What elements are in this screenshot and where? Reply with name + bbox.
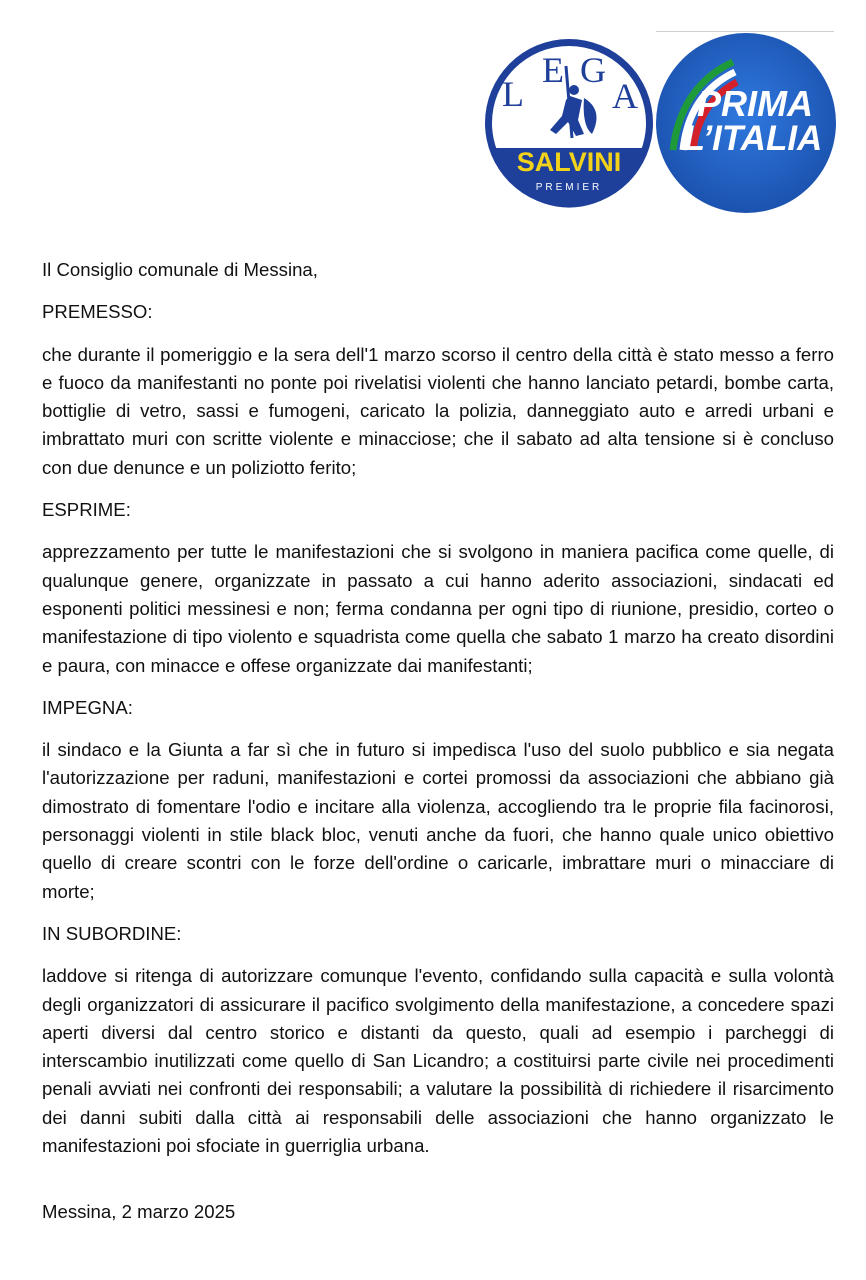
section-text: il sindaco e la Giunta a far sì che in futuro si impedisca l'uso del suolo pubblico e sia negata l'autorizzazione per raduni, manifestazioni e cortei promossi da associazioni che abbiano già dimostrato di fomentare l'odio e incitare alla violenza, accogliendo tra le proprie fila facinorosi, personaggi violenti in stile black bloc, venuti anche da fuori, che hanno quale unico obiettivo quello di creare scontri con le forze dell'ordine o caricarle, imbrattare muri o minacciare di morte; <box>42 739 834 902</box>
prima-line2: L’ITALIA <box>683 119 823 158</box>
section-heading: IN SUBORDINE: <box>42 922 182 944</box>
lega-salvini-logo <box>484 38 654 208</box>
document-body <box>42 256 834 1174</box>
lega-a: A <box>612 76 638 116</box>
prima-line1: PRIMA <box>697 83 813 124</box>
opening-line: Il Consiglio comunale di Messina, <box>42 259 318 280</box>
prima-italia-logo <box>655 32 837 214</box>
section-heading: ESPRIME: <box>42 499 131 521</box>
section-heading: IMPEGNA: <box>42 696 133 718</box>
lega-name: SALVINI <box>516 147 622 177</box>
lega-l: L <box>502 74 523 114</box>
section-text: che durante il pomeriggio e la sera dell'1 marzo scorso il centro della città è stato messo a ferro e fuoco da manifestanti no ponte poi rivelatisi violenti che hanno lanciato petardi, bombe carta, bottiglie di vetro, sassi e fumogeni, caricato la polizia, danneggiato auto e arredi urbani e imbrattato muri con scritte violente e minacciose; che il sabato ad alta tensione si è concluso con due denunce e un poliziotto ferito; <box>42 343 834 478</box>
section-text: apprezzamento per tutte le manifestazioni che si svolgono in maniera pacifica come quelle, di qualunque genere, organizzate in passato a cui hanno aderito associazioni, sindacati ed esponenti politici messinesi e non; ferma condanna per ogni tipo di riunione, presidio, corteo o manifestazione di tipo violento e squadrista come quella che sabato 1 marzo ha creato disordini e paura, con minacce e offese organizzate dai manifestanti; <box>42 541 834 676</box>
lega-sub: PREMIER <box>535 182 603 193</box>
section-text: laddove si ritenga di autorizzare comunque l'evento, confidando sulla capacità e sulla volontà degli organizzatori di assicurare il pacifico svolgimento della manifestazione, a concedere spazi aperti diversi dal centro storico e distanti da questo, quali ad esempio i parcheggi di interscambio inutilizzati come quello di San Licandro; a costituirsi parte civile nei procedimenti penali avviati nei confronti dei responsabili; a valutare la possibilità di richiedere il risarcimento dei danni subiti dalla città ai responsabili delle associazioni che hanno organizzato le manifestazioni poi sfociate in guerriglia urbana. <box>42 965 834 1157</box>
signature-date: Messina, 2 marzo 2025 <box>42 1201 236 1222</box>
lega-e: E <box>542 50 564 90</box>
section-heading: PREMESSO: <box>42 301 153 323</box>
lega-g: G <box>580 50 606 90</box>
